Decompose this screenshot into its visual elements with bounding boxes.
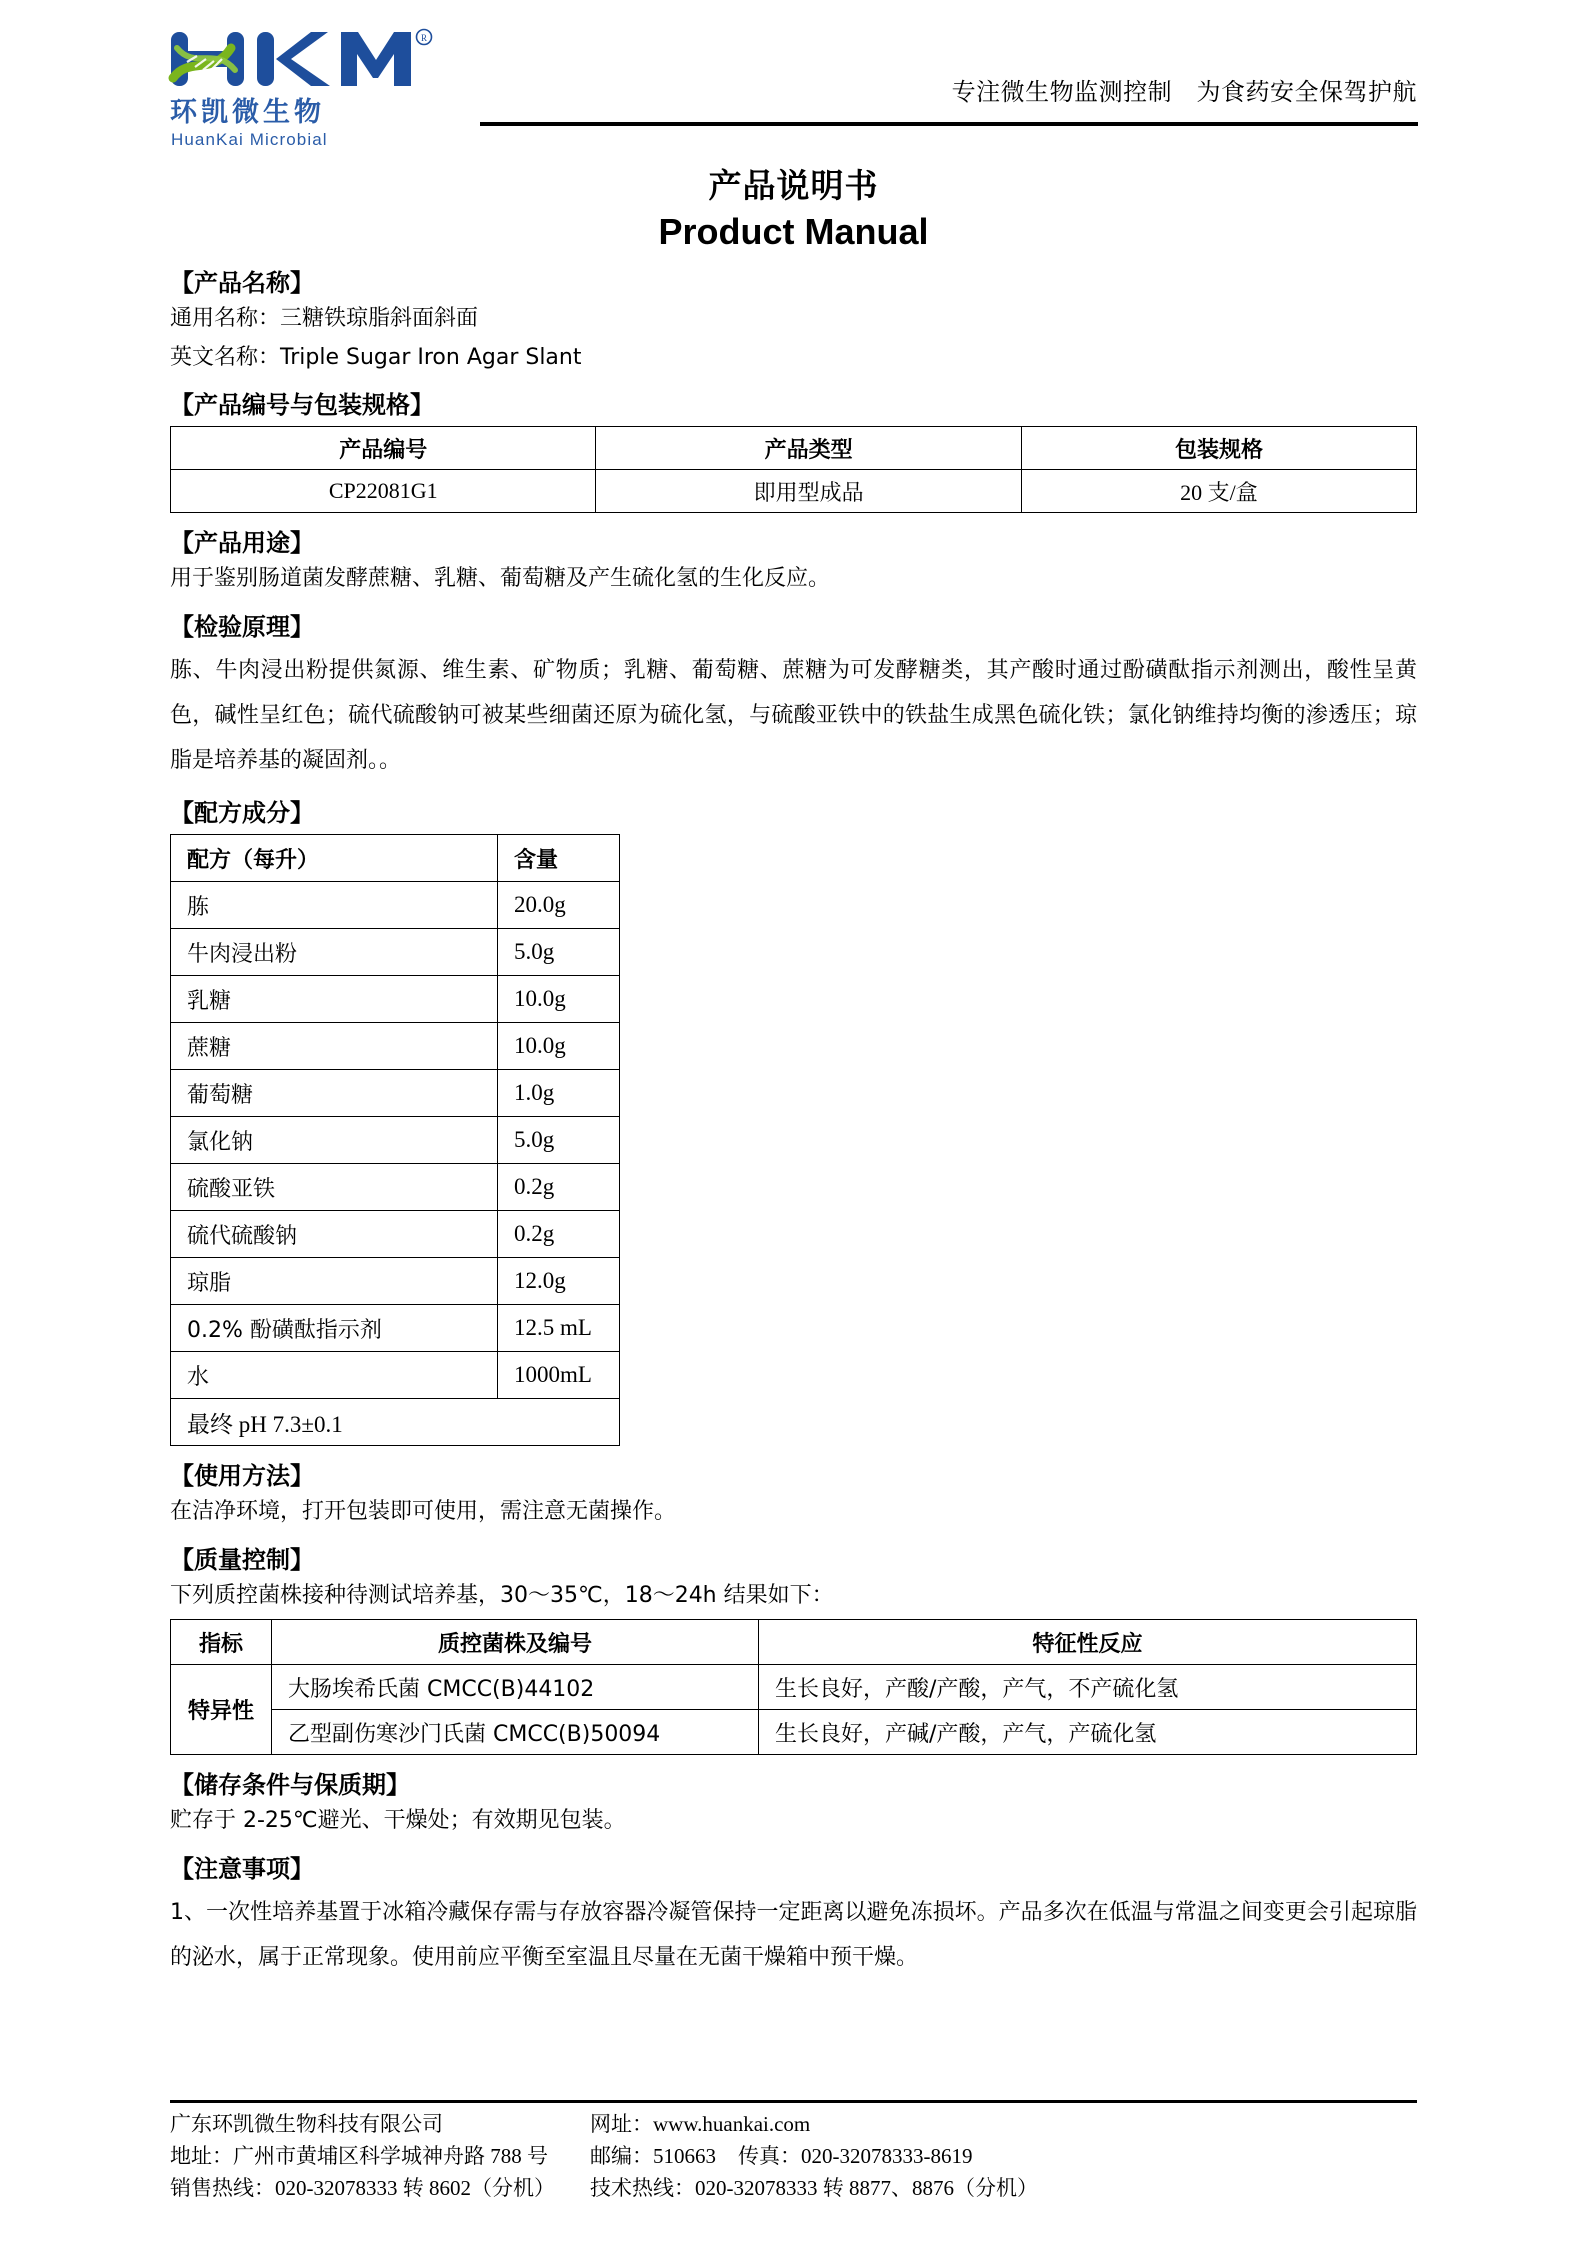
footer-company: 广东环凯微生物科技有限公司 <box>170 2112 443 2137</box>
page-header <box>170 0 1417 148</box>
page-title-chinese: 产品说明书 <box>708 166 879 205</box>
section-heading-purpose: 【产品用途】 <box>170 529 314 558</box>
header-divider <box>480 122 1418 126</box>
cell-ingredient: 硫代硫酸钠 <box>171 1211 498 1258</box>
table-row <box>171 976 620 1023</box>
usage-text: 在洁净环境，打开包装即可使用，需注意无菌操作。 <box>170 1499 677 1525</box>
table-row <box>171 1258 620 1305</box>
cell-package-spec: 20 支/盒 <box>1021 470 1416 513</box>
logo-chinese-name: 环凯微生物 <box>170 97 325 127</box>
table-row <box>171 1352 620 1399</box>
table-row <box>171 1164 620 1211</box>
cell-amount: 0.2g <box>498 1164 620 1211</box>
section-heading-storage: 【储存条件与保质期】 <box>170 1771 410 1800</box>
column-header-code: 产品编号 <box>171 427 596 470</box>
footer-tech-hotline: 技术热线：020-32078333 转 8877、8876（分机） <box>590 2176 1038 2201</box>
cell-product-type: 即用型成品 <box>596 470 1021 513</box>
cell-amount: 5.0g <box>498 1117 620 1164</box>
storage-text: 贮存于 2-25℃避光、干燥处；有效期见包装。 <box>170 1808 626 1834</box>
footer-postcode: 邮编：510663 <box>590 2144 716 2169</box>
cell-amount: 20.0g <box>498 882 620 929</box>
cell-amount: 10.0g <box>498 976 620 1023</box>
table-row <box>171 1665 1417 1710</box>
table-header-row <box>171 1620 1417 1665</box>
cell-amount: 12.0g <box>498 1258 620 1305</box>
cell-ingredient: 0.2% 酚磺酞指示剂 <box>171 1305 498 1352</box>
column-header-type: 产品类型 <box>596 427 1021 470</box>
cell-ingredient: 氯化钠 <box>171 1117 498 1164</box>
column-header-ingredient: 配方（每升） <box>171 835 498 882</box>
english-name-label: 英文名称： <box>170 344 281 370</box>
table-row <box>171 1117 620 1164</box>
section-heading-code-spec: 【产品编号与包装规格】 <box>170 391 434 420</box>
footer-sales-hotline: 销售热线：020-32078333 转 8602（分机） <box>170 2176 555 2201</box>
table-header-row <box>171 835 620 882</box>
footer-left-column <box>170 2109 590 2205</box>
section-heading-product-name: 【产品名称】 <box>170 269 314 297</box>
generic-name-label: 通用名称： <box>170 306 281 331</box>
generic-name-row <box>170 301 1417 337</box>
cell-strain: 大肠埃希氏菌 CMCC(B)44102 <box>272 1665 759 1710</box>
logo-english-name: HuanKai Microbial <box>171 130 328 149</box>
table-header-row <box>171 427 1417 470</box>
cell-ingredient: 胨 <box>171 882 498 929</box>
cell-amount: 1.0g <box>498 1070 620 1117</box>
cell-amount: 0.2g <box>498 1211 620 1258</box>
principle-text: 胨、牛肉浸出粉提供氮源、维生素、矿物质；乳糖、葡萄糖、蔗糖为可发酵糖类，其产酸时通过酚磺酞指示剂测出，酸性呈黄色，碱性呈红色；硫代硫酸钠可被某些细菌还原为硫化氢，与硫酸亚铁中的铁盐生成黑色硫化铁；氯化钠维持均衡的渗透压；琼脂是培养基的凝固剂。。 <box>170 657 1417 774</box>
footer-website: 网址：www.huankai.com <box>590 2112 811 2137</box>
footer-postcode-fax <box>590 2141 1417 2173</box>
table-row <box>171 470 1417 513</box>
section-heading-quality-control: 【质量控制】 <box>170 1545 314 1574</box>
section-heading-usage: 【使用方法】 <box>170 1462 314 1491</box>
cell-reaction: 生长良好，产碱/产酸，产气，产硫化氢 <box>759 1710 1417 1755</box>
section-heading-principle: 【检验原理】 <box>170 612 314 641</box>
table-row <box>171 1305 620 1352</box>
header-tagline: 专注微生物监测控制 为食药安全保驾护航 <box>951 78 1417 106</box>
footer-right-column <box>590 2109 1417 2205</box>
footer-fax: 传真：020-32078333-8619 <box>738 2144 973 2169</box>
cell-product-code: CP22081G1 <box>171 470 596 513</box>
cell-ingredient: 硫酸亚铁 <box>171 1164 498 1211</box>
hkm-logo-icon <box>165 26 445 92</box>
english-name-row <box>170 340 1417 376</box>
cell-strain: 乙型副伤寒沙门氏菌 CMCC(B)50094 <box>272 1710 759 1755</box>
quality-control-intro: 下列质控菌株接种待测试培养基，30～35℃，18～24h 结果如下： <box>170 1582 834 1608</box>
cell-amount: 1000mL <box>498 1352 620 1399</box>
formula-table <box>170 834 620 1446</box>
cell-ingredient: 蔗糖 <box>171 1023 498 1070</box>
cell-amount: 12.5 mL <box>498 1305 620 1352</box>
column-header-reaction: 特征性反应 <box>759 1620 1417 1665</box>
column-header-index: 指标 <box>171 1620 272 1665</box>
cell-amount: 10.0g <box>498 1023 620 1070</box>
page-footer <box>170 2100 1417 2205</box>
table-row <box>171 1070 620 1117</box>
table-row <box>171 1023 620 1070</box>
table-row-final-ph <box>171 1399 620 1446</box>
generic-name-value: 三糖铁琼脂斜面斜面 <box>280 306 479 331</box>
footer-divider <box>170 2100 1417 2103</box>
table-row <box>171 929 620 976</box>
cell-ingredient: 琼脂 <box>171 1258 498 1305</box>
page-title-english: Product Manual <box>658 211 929 252</box>
notes-text: 1、一次性培养基置于冰箱冷藏保存需与存放容器冷凝管保持一定距离以避免冻损坏。产品多次在低温与常温之间变更会引起琼脂的泌水，属于正常现象。使用前应平衡至室温且尽量在无菌干燥箱中预干燥。 <box>170 1900 1417 1971</box>
cell-ingredient: 牛肉浸出粉 <box>171 929 498 976</box>
svg-text:R: R <box>420 33 428 43</box>
purpose-text: 用于鉴别肠道菌发酵蔗糖、乳糖、葡萄糖及产生硫化氢的生化反应。 <box>170 566 831 592</box>
table-row <box>171 882 620 929</box>
english-name-value: Triple Sugar Iron Agar Slant <box>280 344 582 370</box>
footer-address: 地址：广州市黄埔区科学城神舟路 788 号 <box>170 2144 548 2169</box>
section-heading-notes: 【注意事项】 <box>170 1855 314 1884</box>
table-row <box>171 1211 620 1258</box>
cell-ingredient: 乳糖 <box>171 976 498 1023</box>
company-logo <box>165 26 465 150</box>
cell-amount: 5.0g <box>498 929 620 976</box>
cell-reaction: 生长良好，产酸/产酸，产气，不产硫化氢 <box>759 1665 1417 1710</box>
column-header-strain: 质控菌株及编号 <box>272 1620 759 1665</box>
cell-final-ph: 最终 pH 7.3±0.1 <box>171 1399 620 1446</box>
table-row <box>171 1710 1417 1755</box>
cell-index-specificity: 特异性 <box>171 1665 272 1755</box>
column-header-package: 包装规格 <box>1021 427 1416 470</box>
cell-ingredient: 水 <box>171 1352 498 1399</box>
product-code-table <box>170 426 1417 513</box>
cell-ingredient: 葡萄糖 <box>171 1070 498 1117</box>
quality-control-table <box>170 1619 1417 1755</box>
column-header-amount: 含量 <box>498 835 620 882</box>
section-heading-formula: 【配方成分】 <box>170 799 314 828</box>
